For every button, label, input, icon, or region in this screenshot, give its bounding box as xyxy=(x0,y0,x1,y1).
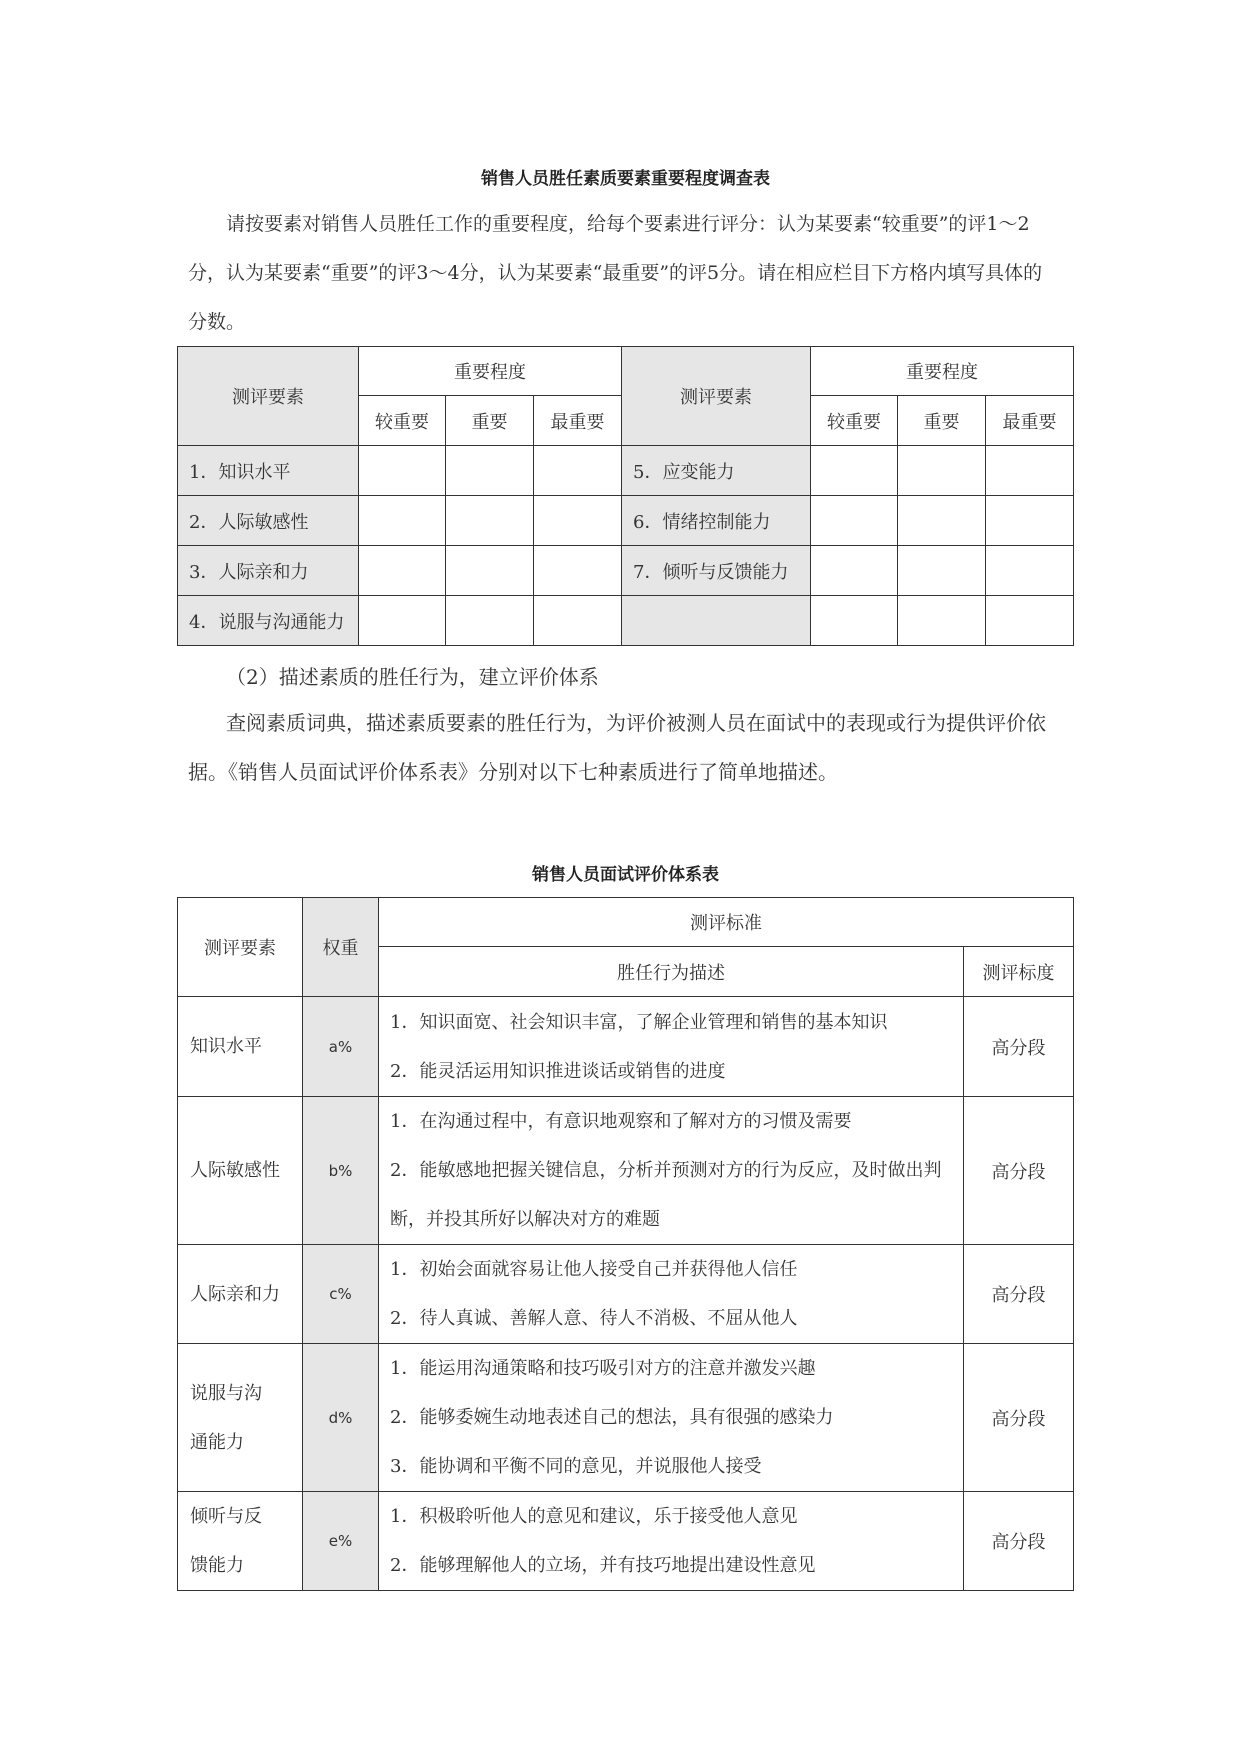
header-behavior: 胜任行为描述 xyxy=(379,947,964,997)
score-cell[interactable] xyxy=(986,596,1074,646)
behavior-line: 2．待人真诚、善解人意、待人不消极、不屈从他人 xyxy=(390,1308,798,1329)
row-weight: c% xyxy=(303,1245,379,1344)
survey-item: 5．应变能力 xyxy=(622,446,811,496)
header-level: 重要 xyxy=(898,396,986,446)
row-behaviors xyxy=(379,1245,964,1344)
score-cell[interactable] xyxy=(898,446,986,496)
score-cell[interactable] xyxy=(534,596,622,646)
row-element: 人际敏感性 xyxy=(178,1097,303,1245)
table-row xyxy=(178,1097,1074,1245)
score-cell[interactable] xyxy=(359,446,446,496)
row-scale: 高分段 xyxy=(964,1245,1074,1344)
score-cell[interactable] xyxy=(811,546,898,596)
header-element-left: 测评要素 xyxy=(178,347,359,446)
header-level: 较重要 xyxy=(811,396,898,446)
behavior-line: 1．初始会面就容易让他人接受自己并获得他人信任 xyxy=(390,1259,798,1280)
header-standard: 测评标准 xyxy=(379,898,1074,947)
row-element-text: 倾听与反馈能力 xyxy=(190,1506,262,1576)
score-cell[interactable] xyxy=(986,546,1074,596)
behavior-line: 2．能敏感地把握关键信息，分析并预测对方的行为反应，及时做出判断，并投其所好以解决对方的难题 xyxy=(390,1160,942,1230)
score-cell[interactable] xyxy=(898,496,986,546)
score-cell[interactable] xyxy=(986,496,1074,546)
row-element-text: 说服与沟通能力 xyxy=(190,1382,262,1453)
table-row xyxy=(178,1492,1074,1591)
header-level: 最重要 xyxy=(986,396,1074,446)
table-row xyxy=(178,997,1074,1097)
row-element xyxy=(178,1344,303,1492)
header-importance-left: 重要程度 xyxy=(359,347,622,396)
score-cell[interactable] xyxy=(986,446,1074,496)
survey-item: 4．说服与沟通能力 xyxy=(178,596,359,646)
score-cell[interactable] xyxy=(359,546,446,596)
survey-item: 6．情绪控制能力 xyxy=(622,496,811,546)
behavior-line: 1．能运用沟通策略和技巧吸引对方的注意并激发兴趣 xyxy=(390,1358,816,1379)
header-importance-right: 重要程度 xyxy=(811,347,1074,396)
behavior-line: 1．在沟通过程中，有意识地观察和了解对方的习惯及需要 xyxy=(390,1111,852,1132)
survey-item: 7．倾听与反馈能力 xyxy=(622,546,811,596)
row-element: 知识水平 xyxy=(178,997,303,1097)
survey-intro: 请按要素对销售人员胜任工作的重要程度，给每个要素进行评分：认为某要素“较重要”的评1～2分，认为某要素“重要”的评3～4分，认为某要素“最重要”的评5分。请在相应栏目下方格内填写具体的分数。 xyxy=(188,213,1043,333)
survey-title: 销售人员胜任素质要素重要程度调查表 xyxy=(481,169,770,189)
score-cell[interactable] xyxy=(446,546,534,596)
score-cell[interactable] xyxy=(534,496,622,546)
survey-item-empty xyxy=(622,596,811,646)
evaluation-system-table xyxy=(177,897,1074,1591)
header-scale: 测评标度 xyxy=(964,947,1074,997)
score-cell[interactable] xyxy=(898,596,986,646)
row-behaviors xyxy=(379,1097,964,1245)
behavior-line: 2．能够委婉生动地表述自己的想法，具有很强的感染力 xyxy=(390,1407,834,1428)
score-cell[interactable] xyxy=(359,496,446,546)
row-weight: a% xyxy=(303,997,379,1097)
row-weight: d% xyxy=(303,1344,379,1492)
row-element: 人际亲和力 xyxy=(178,1245,303,1344)
row-scale: 高分段 xyxy=(964,1492,1074,1591)
row-scale: 高分段 xyxy=(964,1344,1074,1492)
row-scale: 高分段 xyxy=(964,997,1074,1097)
score-cell[interactable] xyxy=(811,446,898,496)
survey-item: 3．人际亲和力 xyxy=(178,546,359,596)
row-behaviors xyxy=(379,1492,964,1591)
score-cell[interactable] xyxy=(811,496,898,546)
table-row xyxy=(178,1245,1074,1344)
score-cell[interactable] xyxy=(446,596,534,646)
score-cell[interactable] xyxy=(898,546,986,596)
survey-item: 1．知识水平 xyxy=(178,446,359,496)
behavior-line: 3．能协调和平衡不同的意见，并说服他人接受 xyxy=(390,1456,762,1477)
score-cell[interactable] xyxy=(359,596,446,646)
score-cell[interactable] xyxy=(446,496,534,546)
survey-item: 2．人际敏感性 xyxy=(178,496,359,546)
row-behaviors xyxy=(379,997,964,1097)
row-weight: b% xyxy=(303,1097,379,1245)
header-element-right: 测评要素 xyxy=(622,347,811,446)
behavior-line: 1．积极聆听他人的意见和建议，乐于接受他人意见 xyxy=(390,1506,798,1527)
score-cell[interactable] xyxy=(534,546,622,596)
header-element: 测评要素 xyxy=(178,898,303,997)
table-row xyxy=(178,1344,1074,1492)
behavior-line: 2．能够理解他人的立场，并有技巧地提出建设性意见 xyxy=(390,1555,816,1576)
evaluation-title: 销售人员面试评价体系表 xyxy=(532,865,719,885)
section-heading: （2）描述素质的胜任行为，建立评价体系 xyxy=(226,665,599,689)
behavior-line: 1．知识面宽、社会知识丰富，了解企业管理和销售的基本知识 xyxy=(390,1011,888,1033)
header-level: 较重要 xyxy=(359,396,446,446)
behavior-line: 2．能灵活运用知识推进谈话或销售的进度 xyxy=(390,1060,726,1082)
header-level: 重要 xyxy=(446,396,534,446)
score-cell[interactable] xyxy=(811,596,898,646)
row-scale: 高分段 xyxy=(964,1097,1074,1245)
header-weight: 权重 xyxy=(303,898,379,997)
row-weight: e% xyxy=(303,1492,379,1591)
row-element xyxy=(178,1492,303,1591)
row-behaviors xyxy=(379,1344,964,1492)
importance-survey-table xyxy=(177,346,1074,646)
score-cell[interactable] xyxy=(534,446,622,496)
header-level: 最重要 xyxy=(534,396,622,446)
section-paragraph: 查阅素质词典，描述素质要素的胜任行为，为评价被测人员在面试中的表现或行为提供评价依据。《销售人员面试评价体系表》分别对以下七种素质进行了简单地描述。 xyxy=(188,711,1046,784)
score-cell[interactable] xyxy=(446,446,534,496)
